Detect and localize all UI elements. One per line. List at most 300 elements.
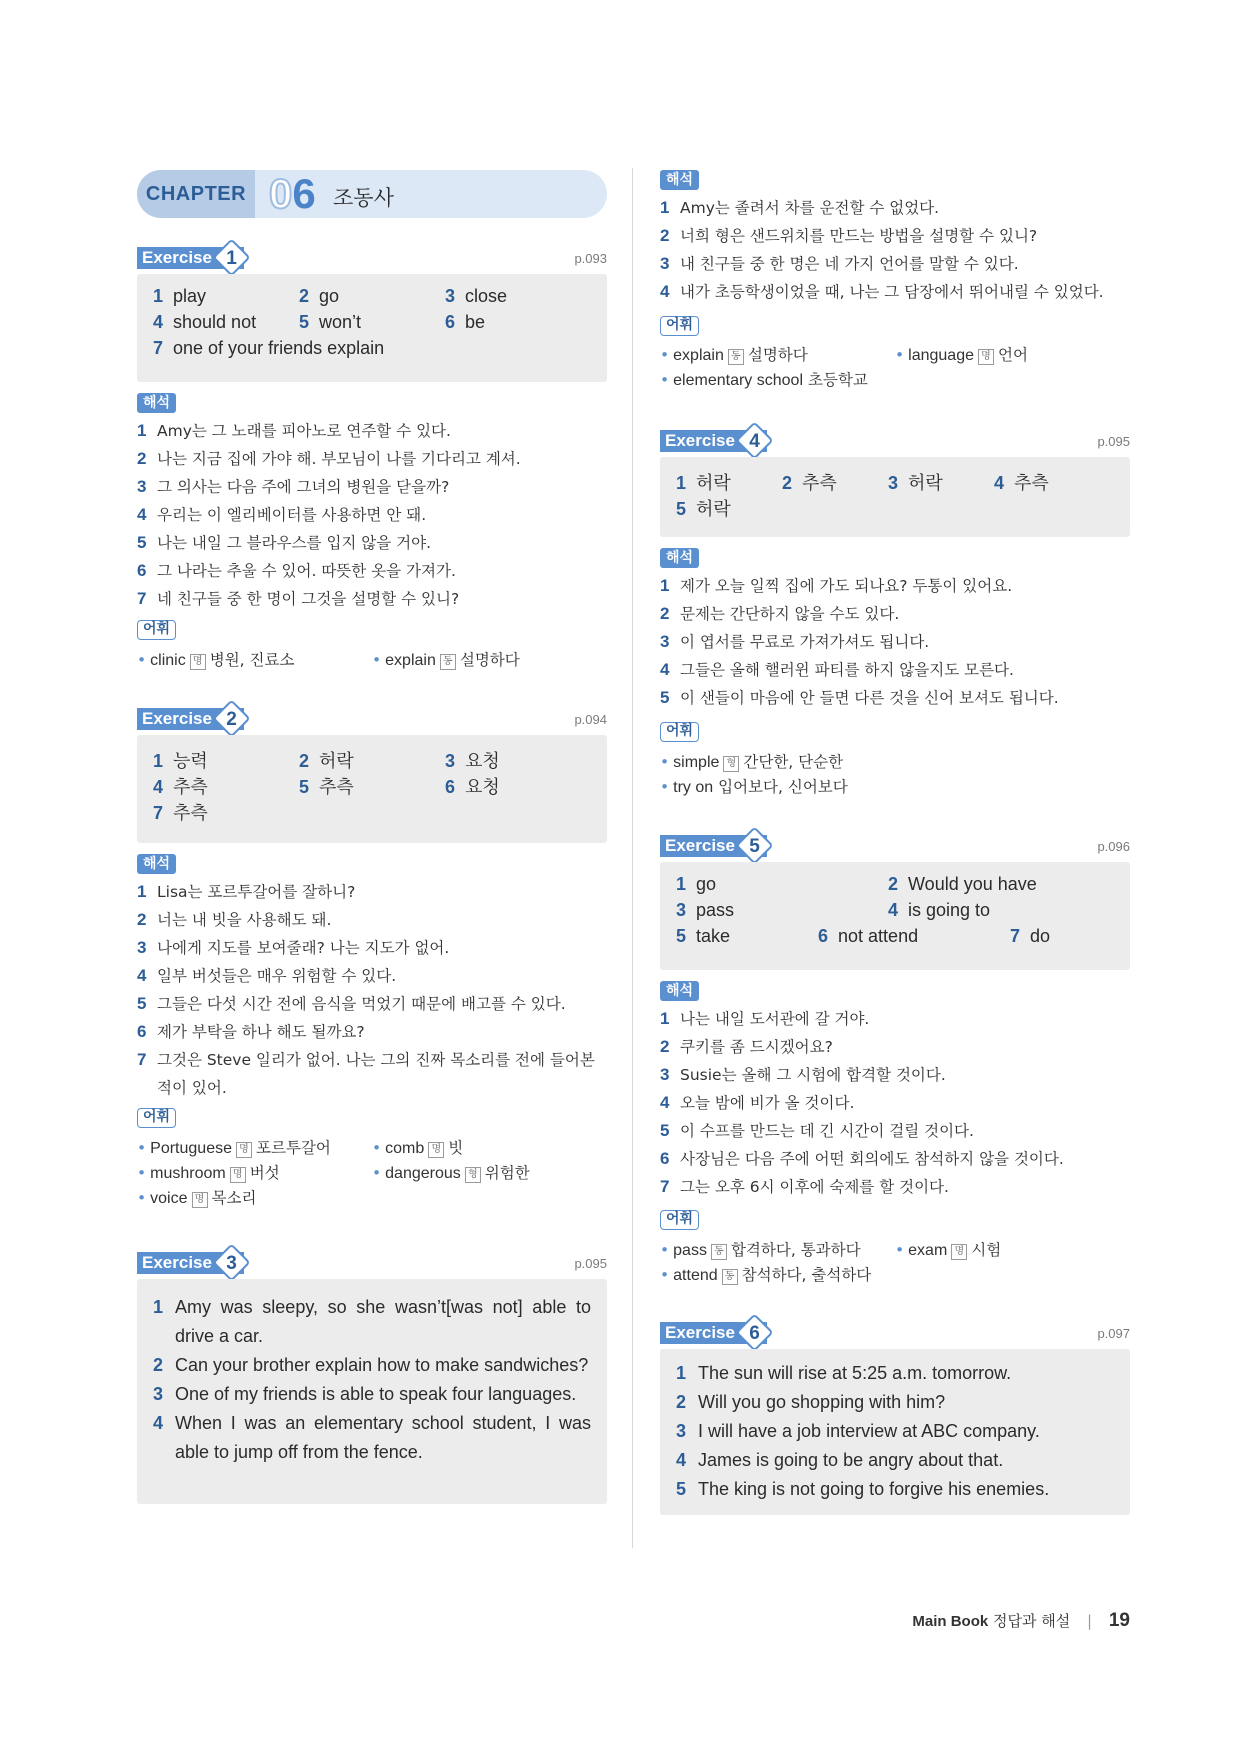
exercise-6-header [660,1320,1130,1348]
translation-line [137,1046,607,1102]
answer-item [153,312,256,333]
exercise-label: Exercise [137,708,244,730]
vocab-word: simple [673,754,720,771]
exercise-3-vocab [660,345,1130,395]
translation-text: 이 샌들이 마음에 안 들면 다른 것을 신어 보셔도 됩니다. [680,689,1059,707]
chapter-header [137,170,607,218]
translation-number: 1 [137,421,147,440]
translation-line [137,1018,607,1046]
answer-number: 6 [445,777,456,797]
part-of-speech-badge: 명 [190,654,206,670]
answer-text: one of your friends explain [173,338,385,358]
translation-text: 그 나라는 추울 수 있어. 따뜻한 옷을 가져가. [157,562,456,580]
answer-text: close [465,286,508,306]
translation-number: 6 [137,561,147,580]
translation-text: 너는 내 빗을 사용해도 돼. [157,911,332,929]
answer-number: 3 [153,1384,164,1404]
page-reference: p.095 [574,1256,607,1271]
answer-item [299,773,354,799]
exercise-label: Exercise [660,1322,767,1344]
answer-number: 3 [888,473,899,493]
answer-text: be [465,312,486,332]
vocab-word: exam [908,1242,948,1259]
translation-text: Susie는 올해 그 시험에 합격할 것이다. [680,1066,946,1084]
answer-item [888,874,1037,895]
translation-text: 우리는 이 엘리베이터를 사용하면 안 돼. [157,506,427,524]
translation-number: 7 [660,1177,670,1196]
vocab-item [660,752,843,773]
exercise-label: Exercise [137,1252,244,1274]
answer-text: do [1030,926,1051,946]
exercise-5-header [660,833,1130,861]
answer-number: 3 [445,286,456,306]
vocab-word: dangerous [385,1165,461,1182]
exercise-number: 1 [226,248,237,269]
translation-text: 그들은 올해 핼러윈 파티를 하지 않을지도 모른다. [680,661,1014,679]
vocab-word: explain [385,652,436,669]
page-reference: p.095 [1097,434,1130,449]
vocab-meaning: 포르투갈어 [256,1139,331,1157]
bullet-icon: • [137,1164,147,1182]
answer-number: 1 [676,473,687,493]
vocab-word: voice [150,1190,188,1207]
exercise-5-vocab [660,1240,1130,1290]
translation-text: 나에게 지도를 보여줄래? 나는 지도가 없어. [157,939,450,957]
bullet-icon: • [372,1164,382,1182]
answer-item [445,747,500,773]
translation-tag: 해석 [660,548,699,568]
answer-text: 요청 [465,777,500,797]
answer-text: 추측 [173,777,208,797]
vocab-item [660,1265,871,1286]
bullet-icon: • [660,371,670,389]
vocab-item [372,650,520,671]
part-of-speech-badge: 명 [192,1192,208,1208]
translation-text: 제가 부탁을 하나 해도 될까요? [157,1023,365,1041]
vocab-meaning: 합격하다, 통과하다 [730,1241,861,1259]
translation-line [660,1033,1130,1061]
vocab-item [137,1138,331,1159]
exercise-4-translations [660,572,1130,712]
answer-item [445,286,507,307]
translation-line [660,1117,1130,1145]
page-reference: p.096 [1097,839,1130,854]
answer-text: James is going to be angry about that. [698,1450,1004,1470]
answer-item [782,469,837,495]
translation-number: 2 [660,604,670,623]
answer-text: won’t [319,312,362,332]
answer-item [445,312,485,333]
translation-number: 7 [137,589,147,608]
translation-line [137,962,607,990]
vocab-word: Portuguese [150,1140,232,1157]
translation-text: 그것은 Steve 일리가 없어. 나는 그의 진짜 목소리를 전에 들어본 적이 있어. [157,1051,595,1097]
answer-item [153,1380,591,1409]
bullet-icon: • [137,1139,147,1157]
translation-line [137,585,607,613]
vocab-item [137,1163,280,1184]
bullet-icon: • [660,1241,670,1259]
translation-number: 4 [660,1093,670,1112]
answer-text: 허락 [696,499,731,519]
translation-number: 1 [660,576,670,595]
answer-number: 5 [676,499,687,519]
vocab-meaning: 간단한, 단순한 [743,753,844,771]
answer-number: 1 [153,751,164,771]
translation-number: 4 [137,966,147,985]
translation-text: Amy는 졸려서 차를 운전할 수 없었다. [680,199,940,217]
vocab-meaning: 시험 [971,1241,1002,1259]
answer-item [153,338,384,359]
translation-line [137,445,607,473]
translation-text: 너희 형은 샌드위치를 만드는 방법을 설명할 수 있니? [680,227,1038,245]
translation-number: 2 [660,226,670,245]
vocab-word: elementary school [673,372,803,389]
answer-text: When I was an elementary school student, I was able to jump off from the fence. [175,1413,591,1462]
translation-line [660,1089,1130,1117]
translation-text: 나는 내일 그 블라우스를 입지 않을 거야. [157,534,432,552]
translation-text: 내가 초등학생이었을 때, 나는 그 담장에서 뛰어내릴 수 있었다. [680,283,1104,301]
answer-number: 4 [888,900,899,920]
book-name: Main Book [912,1613,989,1630]
page-reference: p.093 [574,251,607,266]
translation-text: 사장님은 다음 주에 어떤 회의에도 참석하지 않을 것이다. [680,1150,1064,1168]
answer-item [676,1388,1114,1417]
vocab-item [372,1163,530,1184]
translation-line [660,1061,1130,1089]
translation-number: 5 [660,688,670,707]
answer-text: 추측 [802,473,837,493]
translation-number: 3 [660,1065,670,1084]
vocab-meaning: 언어 [998,346,1028,364]
vocab-tag: 어휘 [660,316,699,336]
vocab-tag: 어휘 [137,620,176,640]
answer-item [445,773,500,799]
part-of-speech-badge: 명 [236,1142,252,1158]
answer-number: 1 [153,1297,164,1317]
answer-item [676,926,730,947]
page-reference: p.094 [574,712,607,727]
vocab-item [895,345,1028,366]
answer-number: 2 [299,286,310,306]
answer-text: Amy was sleepy, so she wasn’t[was not] able to drive a car. [175,1297,591,1346]
answer-number: 4 [153,777,164,797]
translation-line [660,250,1130,278]
answer-text: 추측 [173,803,208,823]
vocab-word: try on [673,779,714,796]
answer-text: not attend [838,926,919,946]
vocab-meaning: 입어보다, 신어보다 [718,778,848,796]
translation-text: 이 수프를 만드는 데 긴 시간이 걸릴 것이다. [680,1122,974,1140]
answer-text: go [696,874,717,894]
translation-number: 2 [137,910,147,929]
vocab-word: mushroom [150,1165,226,1182]
answer-item [676,874,716,895]
translation-line [137,417,607,445]
translation-number: 7 [137,1050,147,1069]
translation-line [660,572,1130,600]
vocab-tag: 어휘 [660,722,699,742]
answer-item [153,1409,591,1467]
translation-text: 그는 오후 6시 이후에 숙제를 할 것이다. [680,1178,949,1196]
translation-number: 3 [137,477,147,496]
translation-number: 1 [660,1009,670,1028]
bullet-icon: • [137,1189,147,1207]
exercise-4-answers [660,457,1130,537]
translation-number: 2 [660,1037,670,1056]
translation-line [660,628,1130,656]
vocab-meaning: 설명하다 [747,346,808,364]
answer-number: 6 [445,312,456,332]
answer-number: 1 [676,1363,687,1383]
translation-line [660,600,1130,628]
translation-line [137,529,607,557]
bullet-icon: • [137,651,147,669]
answer-text: 요청 [465,751,500,771]
vocab-word: attend [673,1267,718,1284]
vocab-meaning: 목소리 [211,1189,257,1207]
translation-text: Amy는 그 노래를 피아노로 연주할 수 있다. [157,422,451,440]
answer-number: 2 [153,1355,164,1375]
translation-line [137,906,607,934]
answer-list [153,1293,591,1467]
answer-item [818,926,918,947]
vocab-item [372,1138,463,1159]
translation-text: 쿠키를 좀 드시겠어요? [680,1038,833,1056]
translation-text: 나는 지금 집에 가야 해. 부모님이 나를 기다리고 계셔. [157,450,521,468]
vocab-word: clinic [150,652,186,669]
vocab-item [660,370,868,391]
answer-item [676,900,734,921]
part-of-speech-badge: 동 [440,654,456,670]
exercise-2-vocab [137,1138,607,1218]
translation-text: 그 의사는 다음 주에 그녀의 병원을 닫을까? [157,478,450,496]
translation-number: 1 [660,198,670,217]
translation-tag: 해석 [137,854,176,874]
answer-number: 3 [676,900,687,920]
part-of-speech-badge: 형 [465,1167,481,1183]
bullet-icon: • [372,651,382,669]
answer-item [153,1293,591,1351]
answer-text: take [696,926,731,946]
answer-item [299,747,354,773]
translation-line [660,656,1130,684]
answer-item [994,469,1049,495]
answer-number: 5 [299,312,310,332]
answer-number: 7 [153,338,164,358]
answer-text: go [319,286,340,306]
exercise-2-answers [137,735,607,843]
answer-number: 2 [782,473,793,493]
answer-text: should not [173,312,257,332]
answer-text: The king is not going to forgive his enemies. [698,1479,1050,1499]
chapter-number: 06 [269,170,316,217]
translation-text: 오늘 밤에 비가 올 것이다. [680,1094,855,1112]
answer-item [676,1359,1114,1388]
part-of-speech-badge: 동 [711,1244,727,1260]
translation-text: 문제는 간단하지 않을 수도 있다. [680,605,900,623]
answer-text: One of my friends is able to speak four languages. [175,1384,577,1404]
answer-number: 2 [299,751,310,771]
page-footer [912,1610,1130,1632]
vocab-item [137,650,294,671]
translation-number: 1 [137,882,147,901]
answer-number: 1 [153,286,164,306]
answer-number: 7 [1010,926,1021,946]
page-number: 19 [1108,1610,1130,1631]
answer-number: 2 [888,874,899,894]
answer-item [888,469,943,495]
answer-number: 7 [153,803,164,823]
answer-number: 6 [818,926,829,946]
answer-number: 3 [676,1421,687,1441]
exercise-4-header [660,428,1130,456]
exercise-5-answers [660,862,1130,970]
answer-number: 4 [676,1450,687,1470]
exercise-3-header [137,1250,607,1278]
translation-number: 3 [137,938,147,957]
translation-text: Lisa는 포르투갈어를 잘하니? [157,883,356,901]
exercise-1-header [137,245,607,273]
vocab-item [137,1188,256,1209]
bullet-icon: • [660,1266,670,1284]
chapter-title: 조동사 [333,186,394,210]
bullet-icon: • [895,346,905,364]
answer-number: 5 [676,926,687,946]
bullet-icon: • [660,753,670,771]
answer-number: 2 [676,1392,687,1412]
exercise-1-vocab [137,650,607,674]
vocab-meaning: 버섯 [249,1164,280,1182]
vocab-meaning: 빗 [448,1139,464,1157]
exercise-2-translations [137,878,607,1102]
exercise-number: 4 [749,431,760,452]
answer-item [153,773,208,799]
exercise-label: Exercise [660,835,767,857]
answer-text: Would you have [908,874,1037,894]
answer-list [676,1359,1114,1504]
answer-item [676,1475,1114,1504]
answer-text: is going to [908,900,991,920]
vocab-meaning: 초등학교 [807,371,868,389]
answer-text: pass [696,900,735,920]
answer-item [676,1446,1114,1475]
translation-tag: 해석 [137,393,176,413]
answer-item [676,469,731,495]
answer-item [1010,926,1050,947]
answer-text: play [173,286,207,306]
translation-line [137,557,607,585]
translation-line [660,194,1130,222]
answer-item [299,312,361,333]
vocab-meaning: 참석하다, 출석하다 [741,1266,872,1284]
answer-text: 능력 [173,751,208,771]
answer-number: 4 [153,312,164,332]
bullet-icon: • [660,778,670,796]
answer-number: 5 [299,777,310,797]
answer-item [153,799,208,825]
translation-number: 4 [137,505,147,524]
translation-number: 5 [137,533,147,552]
exercise-3-answers [137,1279,607,1504]
answer-number: 4 [153,1413,164,1433]
answer-text: Can your brother explain how to make sandwiches? [175,1355,589,1375]
part-of-speech-badge: 명 [978,349,994,365]
translation-number: 3 [660,632,670,651]
answer-text: 허락 [319,751,354,771]
answer-text: The sun will rise at 5:25 a.m. tomorrow. [698,1363,1012,1383]
answer-item [153,286,206,307]
exercise-label: Exercise [137,247,244,269]
answer-item [676,495,731,521]
exercise-number: 5 [749,836,760,857]
translation-text: 나는 내일 도서관에 갈 거야. [680,1010,870,1028]
translation-number: 4 [660,660,670,679]
part-of-speech-badge: 동 [722,1269,738,1285]
translation-line [660,684,1130,712]
vocab-item [660,1240,861,1261]
translation-number: 5 [137,994,147,1013]
answer-item [153,1351,591,1380]
answer-number: 5 [676,1479,687,1499]
translation-text: 일부 버섯들은 매우 위험할 수 있다. [157,967,397,985]
exercise-4-vocab [660,752,1130,802]
exercise-6-answers [660,1349,1130,1515]
answer-item [888,900,990,921]
translation-line [137,501,607,529]
exercise-2-header [137,706,607,734]
translation-tag: 해석 [660,170,699,190]
vocab-word: explain [673,347,724,364]
answer-text: I will have a job interview at ABC company. [698,1421,1040,1441]
answer-number: 4 [994,473,1005,493]
translation-number: 2 [137,449,147,468]
bullet-icon: • [660,346,670,364]
answer-text: 추측 [1014,473,1049,493]
vocab-meaning: 설명하다 [459,651,520,669]
translation-number: 4 [660,282,670,301]
translation-line [137,934,607,962]
vocab-tag: 어휘 [137,1108,176,1128]
exercise-number: 3 [226,1253,237,1274]
translation-text: 그들은 다섯 시간 전에 음식을 먹었기 때문에 배고플 수 있다. [157,995,566,1013]
vocab-item [660,777,848,798]
vocab-tag: 어휘 [660,1210,699,1230]
translation-number: 5 [660,1121,670,1140]
answer-number: 3 [445,751,456,771]
part-of-speech-badge: 명 [428,1142,444,1158]
exercise-number: 6 [749,1323,760,1344]
answer-item [153,747,208,773]
exercise-number: 2 [226,709,237,730]
translation-text: 내 친구들 중 한 명은 네 가지 언어를 말할 수 있다. [680,255,1019,273]
column-divider [632,168,633,1548]
bullet-icon: • [372,1139,382,1157]
translation-line [137,473,607,501]
chapter-tab [137,170,255,218]
exercise-1-answers [137,274,607,382]
exercise-3-translations [660,194,1130,306]
exercise-label: Exercise [660,430,767,452]
vocab-meaning: 위험한 [484,1164,530,1182]
translation-line [660,278,1130,306]
book-subtitle: 정답과 해설 [993,1612,1071,1630]
translation-line [660,222,1130,250]
answer-text: 추측 [319,777,354,797]
chapter-label: CHAPTER [145,182,247,205]
exercise-5-translations [660,1005,1130,1201]
vocab-item [660,345,808,366]
